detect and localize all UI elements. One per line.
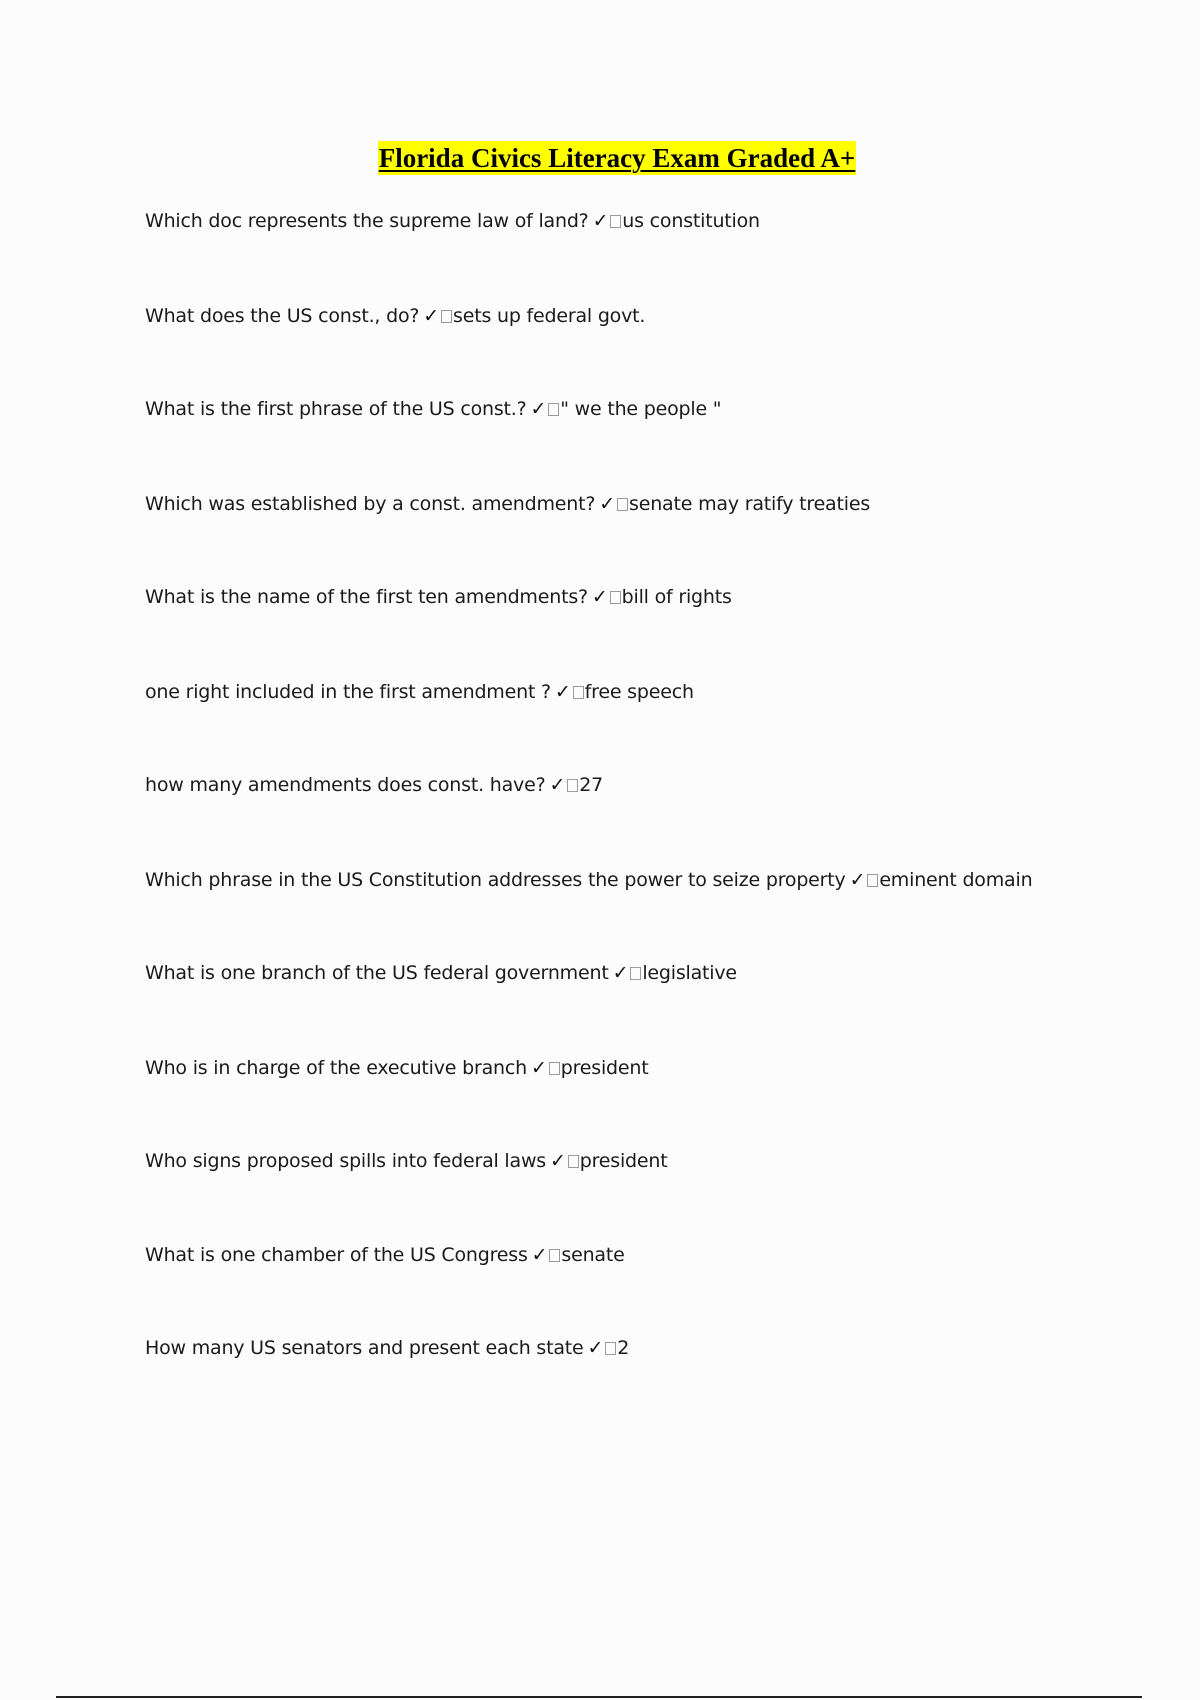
check-icon: ✓ xyxy=(592,210,609,232)
check-icon: ✓ xyxy=(591,586,608,608)
empty-box-icon xyxy=(610,215,621,228)
qa-item xyxy=(145,304,645,328)
answer-text: 2 xyxy=(617,1337,630,1359)
question-text: What does the US const., do? xyxy=(145,305,420,327)
empty-box-icon xyxy=(567,779,578,792)
empty-box-icon xyxy=(548,403,559,416)
empty-box-icon xyxy=(549,1249,560,1262)
empty-box-icon xyxy=(630,967,641,980)
qa-item xyxy=(145,961,737,985)
answer-text: us constitution xyxy=(622,210,760,232)
check-icon: ✓ xyxy=(554,681,571,703)
check-icon: ✓ xyxy=(530,398,547,420)
empty-box-icon xyxy=(610,591,621,604)
question-text: Who is in charge of the executive branch xyxy=(145,1057,527,1079)
answer-text: 27 xyxy=(579,774,603,796)
answer-text: sets up federal govt. xyxy=(453,305,646,327)
empty-box-icon xyxy=(573,686,584,699)
answer-text: eminent domain xyxy=(879,869,1033,891)
qa-item xyxy=(145,1056,648,1080)
qa-item xyxy=(145,492,870,516)
qa-item xyxy=(145,397,721,421)
answer-text: president xyxy=(560,1057,649,1079)
qa-item xyxy=(145,1336,629,1360)
question-text: how many amendments does const. have? xyxy=(145,774,546,796)
question-text: How many US senators and present each state xyxy=(145,1337,584,1359)
answer-text: free speech xyxy=(584,681,694,703)
answer-text: senate xyxy=(561,1244,625,1266)
qa-item xyxy=(145,1243,625,1267)
question-text: Which doc represents the supreme law of land? xyxy=(145,210,589,232)
document-title: Florida Civics Literacy Exam Graded A+ xyxy=(378,143,856,173)
question-text: What is the first phrase of the US const.? xyxy=(145,398,527,420)
check-icon: ✓ xyxy=(531,1244,548,1266)
question-text: What is one chamber of the US Congress xyxy=(145,1244,528,1266)
qa-item xyxy=(145,585,732,609)
question-text: What is the name of the first ten amendments? xyxy=(145,586,588,608)
qa-item xyxy=(145,773,603,797)
check-icon: ✓ xyxy=(530,1057,547,1079)
check-icon: ✓ xyxy=(849,869,866,891)
question-text: one right included in the first amendment ? xyxy=(145,681,551,703)
check-icon: ✓ xyxy=(550,1150,566,1172)
qa-item xyxy=(145,209,760,233)
answer-text: president xyxy=(579,1150,668,1172)
empty-box-icon xyxy=(441,310,452,323)
question-text: Which was established by a const. amendment? xyxy=(145,493,596,515)
title-container xyxy=(0,141,1200,175)
empty-box-icon xyxy=(867,874,878,887)
check-icon: ✓ xyxy=(549,774,566,796)
question-text: What is one branch of the US federal government xyxy=(145,962,609,984)
empty-box-icon xyxy=(617,498,628,511)
qa-item xyxy=(145,868,1032,892)
answer-text: bill of rights xyxy=(621,586,732,608)
empty-box-icon xyxy=(605,1342,616,1355)
bottom-divider xyxy=(56,1696,1142,1698)
check-icon: ✓ xyxy=(587,1337,604,1359)
empty-box-icon xyxy=(568,1155,579,1168)
check-icon: ✓ xyxy=(423,305,439,327)
question-text: Who signs proposed spills into federal laws xyxy=(145,1150,546,1172)
question-text: Which phrase in the US Constitution addresses the power to seize property xyxy=(145,869,846,891)
qa-item xyxy=(145,680,694,704)
answer-text: " we the people " xyxy=(560,398,722,420)
answer-text: senate may ratify treaties xyxy=(629,493,871,515)
check-icon: ✓ xyxy=(612,962,629,984)
answer-text: legislative xyxy=(642,962,737,984)
empty-box-icon xyxy=(549,1062,560,1075)
qa-item xyxy=(145,1149,668,1173)
check-icon: ✓ xyxy=(599,493,616,515)
